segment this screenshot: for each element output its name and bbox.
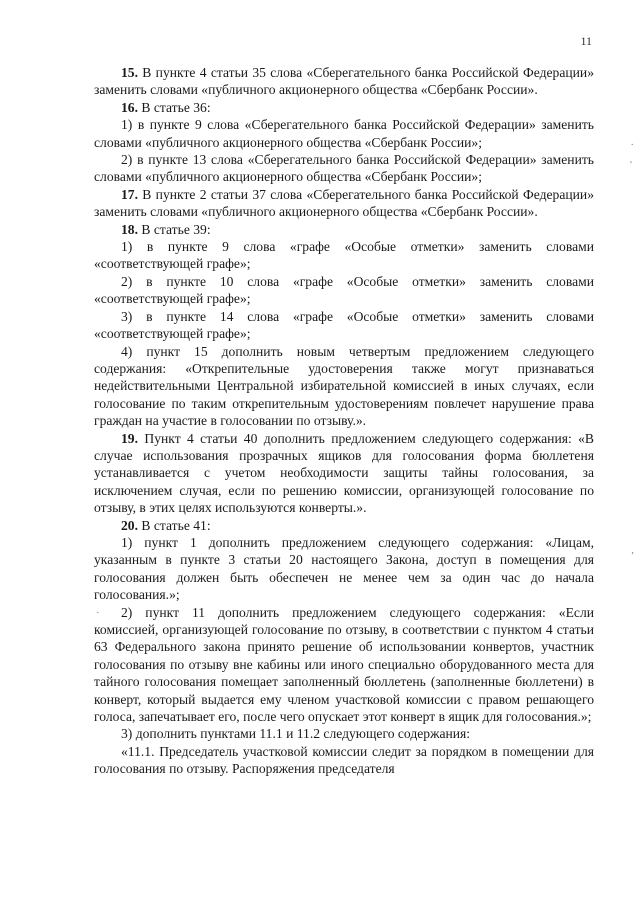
paragraph (94, 151, 594, 186)
paragraph-text: В статье 39: (138, 221, 211, 237)
item-number: 15. (121, 65, 138, 80)
item-number: 16. (121, 99, 138, 115)
paragraph-text: 3) в пункте 14 слова «графе «Особые отметки» заменить словами «соответствующей графе»; (94, 308, 594, 342)
paragraph-text: 2) пункт 11 дополнить предложением следующего содержания: «Если комиссией, организующей голосование по отзыву, в соответствии с пунктом 4 статьи 63 Федерального закона принято решение об использовании конвертов, участник голосования по отзыву вне кабины или иного специально оборудованного места для тайного голосования помещает заполненный бюллетень (заполненные бюллетени) в конверт, который выдается ему членом участковой комиссии с правом решающего голоса, запечатывает его, после чего опускает этот конверт в ящик для голосования.»; (94, 604, 594, 725)
paragraph (94, 99, 594, 116)
paragraph (94, 430, 594, 517)
paragraph (94, 743, 594, 778)
paragraph-text: «11.1. Председатель участковой комиссии следит за порядком в помещении для голосования по отзыву. Распоряжения председателя (94, 743, 594, 777)
paragraph (94, 116, 594, 151)
paragraph (94, 534, 594, 604)
paragraph-text: 1) пункт 1 дополнить предложением следующего содержания: «Лицам, указанным в пункте 3 статьи 20 настоящего Закона, доступ в помещения для голосования должен быть обеспечен не менее чем за один час до начала голосования.»; (94, 534, 594, 603)
paragraph (94, 64, 594, 99)
item-number: 18. (121, 221, 138, 237)
paragraph-text: 1) в пункте 9 слова «Сберегательного банка Российской Федерации» заменить словами «публичного акционерного общества «Сбербанк России»; (94, 117, 594, 150)
paragraph-text: 1) в пункте 9 слова «графе «Особые отметки» заменить словами «соответствующей графе»; (94, 239, 594, 272)
paragraph-text: В статье 36: (138, 99, 211, 115)
paragraph (94, 186, 594, 221)
paragraph (94, 604, 594, 726)
page-number: 11 (580, 34, 592, 48)
item-number: 19. (121, 430, 138, 446)
paragraph (94, 725, 594, 742)
paragraph (94, 221, 594, 238)
paragraph-text: 2) в пункте 10 слова «графе «Особые отметки» заменить словами «соответствующей графе»; (94, 273, 594, 307)
paragraph (94, 273, 594, 308)
paragraph-text: 3) дополнить пунктами 11.1 и 11.2 следующего содержания: (121, 726, 471, 742)
scan-artifact: , (631, 544, 634, 556)
scan-artifact: ' (630, 159, 632, 171)
paragraph (94, 238, 594, 273)
paragraph-text: Пункт 4 статьи 40 дополнить предложением следующего содержания: «В случае использования прозрачных ящиков для голосования форма бюллетеня устанавливается с учетом необходимости защиты тайны голосования, за исключением случая, если по решению комиссии, организующей голосование по отзыву, в этих целях используются конверты.». (94, 430, 594, 516)
item-number: 20. (121, 517, 138, 533)
paragraph (94, 343, 594, 430)
paragraph-text: 4) пункт 15 дополнить новым четвертым предложением следующего содержания: «Открепительные удостоверения также могут признаваться недействительными Центральной избирательной комиссией в иных случаях, если голосование по таким открепительным удостоверениям повлечет нарушение права граждан на участие в голосовании по отзыву.». (94, 343, 594, 429)
paragraph-text: В статье 41: (138, 517, 211, 533)
paragraph (94, 517, 594, 534)
paragraph (94, 308, 594, 343)
paragraph-text: В пункте 2 статьи 37 слова «Сберегательного банка Российской Федерации» заменить словами «публичного акционерного общества «Сбербанк России». (94, 186, 594, 220)
paragraph-text: 2) в пункте 13 слова «Сберегательного банка Российской Федерации» заменить словами «публичного акционерного общества «Сбербанк России»; (94, 152, 594, 185)
paragraph-text: В пункте 4 статьи 35 слова «Сберегательного банка Российской Федерации» заменить словами «публичного акционерного общества «Сбербанк России». (94, 65, 594, 98)
document-body (94, 64, 594, 778)
scan-artifact: · (630, 139, 634, 151)
scan-artifact: · (96, 607, 100, 619)
item-number: 17. (121, 186, 138, 202)
